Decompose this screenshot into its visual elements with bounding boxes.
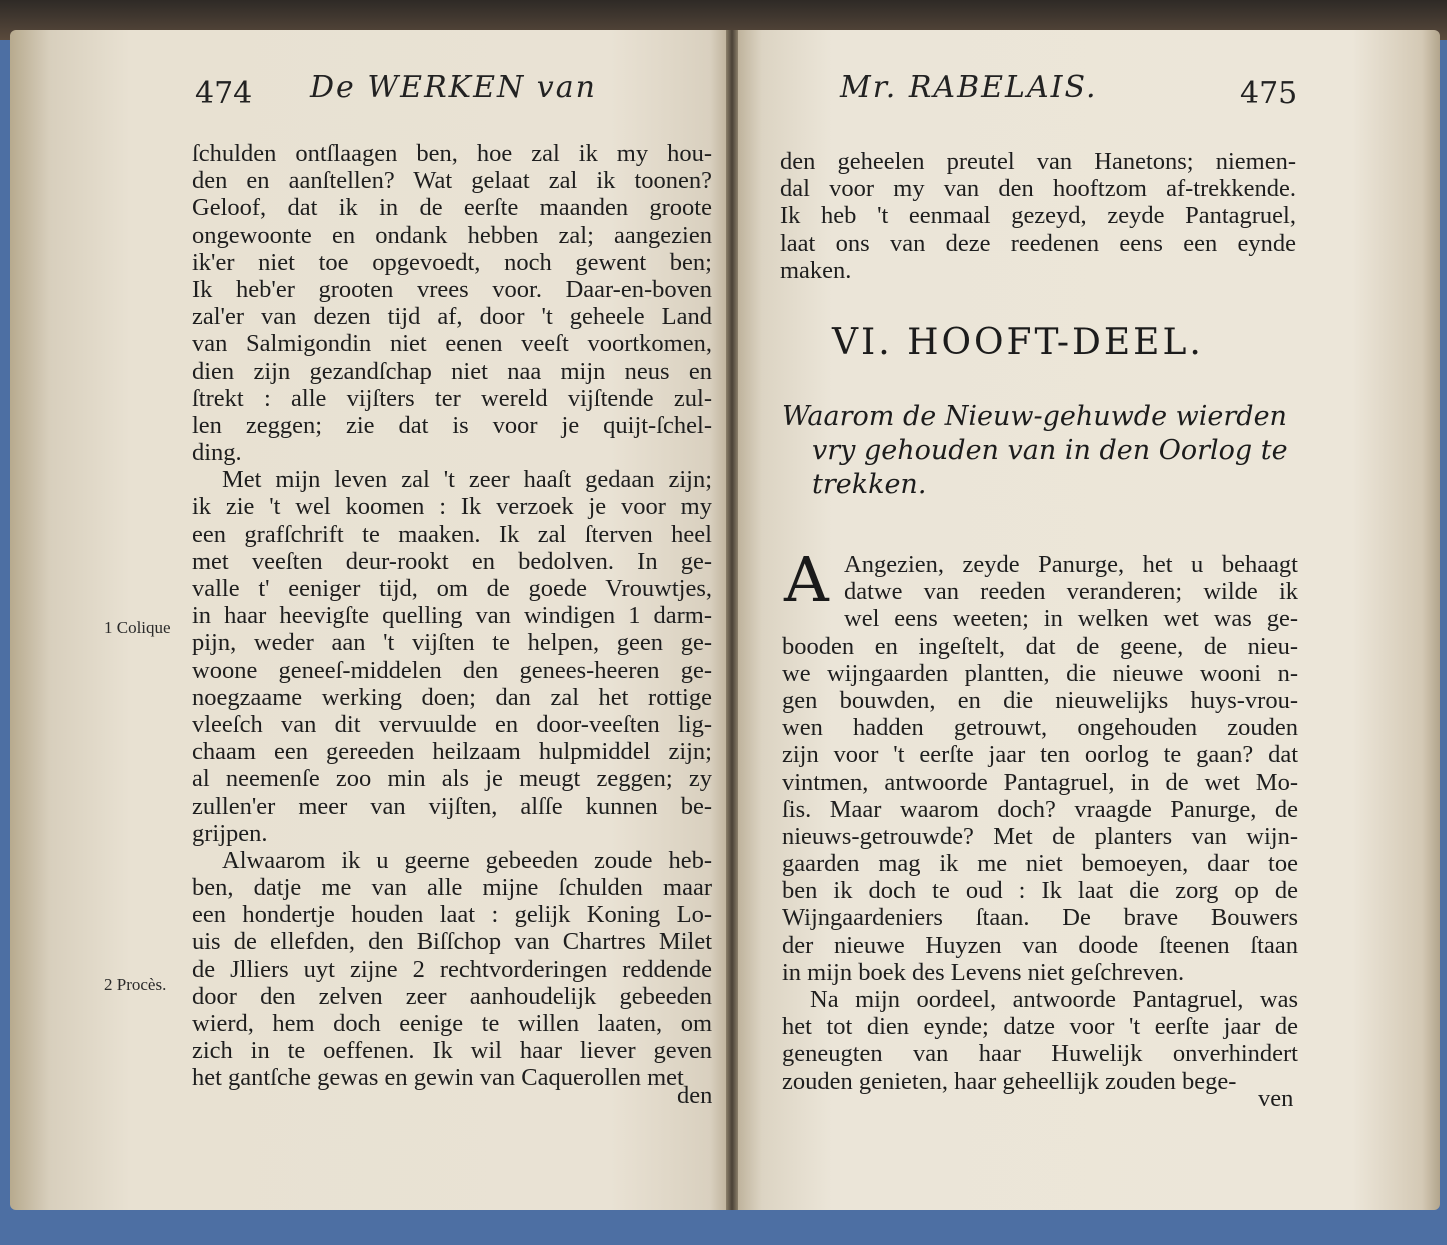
text-line: zich in te oeffenen. Ik wil haar liever geven [192,1037,712,1065]
left-page-text [192,140,712,1092]
right-page-top-text [780,148,1296,284]
text-line: noegzaame werking doen; dan zal het rottige [192,683,712,711]
subtitle-line: vry gehouden van in den Oorlog te [812,435,1288,466]
text-line: ik zie 't wel koomen : Ik verzoek je voor my [192,493,712,521]
text-line: nieuws-getrouwde? Met de planters van wijn- [782,822,1298,850]
text-line: grijpen. [192,819,268,847]
text-line: ſchulden ontſlaagen ben, hoe zal ik my hou- [192,140,712,167]
text-line: laat ons van deze reedenen eens een eynde [780,229,1296,257]
text-line: gaarden mag ik me niet bemoeyen, daar toe [782,850,1298,878]
text-line: zouden genieten, haar geheellijk zouden bege- [782,1067,1237,1095]
text-line: zijn voor 't eerſte jaar ten oorlog te gaan? dat [782,741,1298,769]
text-line: Wijngaardeniers ſtaan. De brave Bouwers [782,904,1298,932]
text-line: Angezien, zeyde Panurge, het u behaagt [844,551,1298,578]
text-line: ik'er niet toe opgevoedt, noch gewent ben; [192,248,712,276]
text-line: gen bouwden, en die nieuwelijks huys-vrou- [782,686,1298,714]
right-page-number: 475 [1240,76,1298,111]
text-line: Geloof, dat ik in de eerſte maanden groote [192,194,712,222]
text-line: den geheelen preutel van Hanetons; niemen- [780,148,1296,175]
text-line: datwe van reeden veranderen; wilde ik [844,578,1298,606]
text-line: ben, datje me van alle mijne ſchulden maar [192,874,712,902]
text-line: een hondertje houden laat : gelijk Koning Lo- [192,901,712,929]
left-catchword: den [677,1082,713,1109]
chapter-subtitle [782,400,1302,502]
text-line: ding. [192,439,242,467]
subtitle-line: Waarom de Nieuw-gehuwde wierden [782,401,1287,432]
text-line: het gantſche gewas en gewin van Caquerollen met [192,1064,684,1092]
text-line: ongewoonte en ondank hebben zal; aangezien [192,221,712,249]
text-line: Ik heb'er grooten vrees voor. Daar-en-boven [192,275,712,303]
text-line: den en aanſtellen? Wat gelaat zal ik toonen? [192,167,712,195]
right-page-body-text [782,543,1298,1095]
text-line: met veeſten deur-rookt en bedolven. In ge- [192,547,712,575]
text-line: een grafſchrift te maaken. Ik zal ſterven heel [192,520,712,548]
text-line: woone geneeſ-middelen den genees-heeren ge- [192,656,712,684]
right-catchword: ven [1258,1085,1294,1112]
drop-cap: A [784,543,829,616]
text-line: het tot dien eynde; datze voor 't eerſte jaar de [782,1013,1298,1041]
left-page-number: 474 [195,76,253,111]
book-gutter [726,30,738,1210]
text-line: ben ik doch te oud : Ik laat die zorg op de [782,877,1298,905]
text-line: len zeggen; zie dat is voor je quijt-ſchel- [192,411,712,439]
text-line: valle t' eeniger tijd, om de goede Vrouwtjes, [192,575,712,602]
left-page-header [195,70,715,120]
left-running-title: De WERKEN van [310,70,597,105]
text-line: dien zijn gezandſchap niet naa mijn neus en [192,357,712,385]
right-page-header [840,70,1310,120]
text-line: in mijn boek des Levens niet geſchreven. [782,958,1185,986]
text-line: ſtrekt : alle vijſters ter wereld vijſtende zul- [192,384,712,412]
text-line: wel eens weeten; in welken wet was ge- [844,605,1298,633]
text-line: maken. [780,256,852,284]
text-line: Alwaarom ik u geerne gebeeden zoude heb- [222,846,712,874]
text-line: in haar heevigſte quelling van windigen 1 darm- [192,602,712,630]
text-line: wierd, hem doch eenige te willen laaten, om [192,1010,712,1037]
text-line: van Salmigondin niet eenen veeſt voortkomen, [192,330,712,358]
text-line: zullen'er meer van vijſten, alſſe kunnen be- [192,792,712,820]
text-line: dal voor my van den hooftzom af-trekkende. [780,175,1296,203]
text-line: door den zelven zeer aanhoudelijk gebeeden [192,982,712,1010]
text-line: vleeſch van dit vervuulde en door-veeſten lig- [192,710,712,738]
right-running-title: Mr. RABELAIS. [840,70,1098,105]
text-line: de Jlliers uyt zijne 2 rechtvorderingen reddende [192,955,712,983]
text-line: Met mijn leven zal 't zeer haaſt gedaan zijn; [222,466,712,494]
subtitle-line: trekken. [812,469,927,500]
text-line: zal'er van dezen tijd af, door 't geheele Land [192,303,712,331]
text-line: uis de ellefden, den Biſſchop van Chartres Milet [192,928,712,956]
text-line: pijn, weder aan 't vijſten te helpen, geen ge- [192,629,712,657]
text-line: ſis. Maar waarom doch? vraagde Panurge, de [782,795,1298,823]
text-line: Ik heb 't eenmaal gezeyd, zeyde Pantagruel, [780,202,1296,230]
text-line: vintmen, antwoorde Pantagruel, in de wet Mo- [782,768,1298,796]
text-line: der nieuwe Huyzen van doode ſteenen ſtaan [782,931,1298,959]
text-line: al neemenſe zoo min als je meugt zeggen; zy [192,765,712,793]
text-line: Na mijn oordeel, antwoorde Pantagruel, was [810,986,1298,1013]
text-line: chaam een gereeden heilzaam hulpmiddel zijn; [192,738,712,766]
margin-note-proces: 2 Procès. [104,975,167,994]
text-line: we wijngaarden plantten, die nieuwe wooni n- [782,659,1298,687]
text-line: wen hadden getrouwt, ongehouden zouden [782,714,1298,742]
chapter-heading: VI. HOOFT-DEEL. [832,322,1204,363]
margin-note-colique: 1 Colique [104,618,171,637]
text-line: booden en ingeſtelt, dat de geene, de nieu- [782,632,1298,660]
text-line: geneugten van haar Huwelijk onverhindert [782,1040,1298,1068]
